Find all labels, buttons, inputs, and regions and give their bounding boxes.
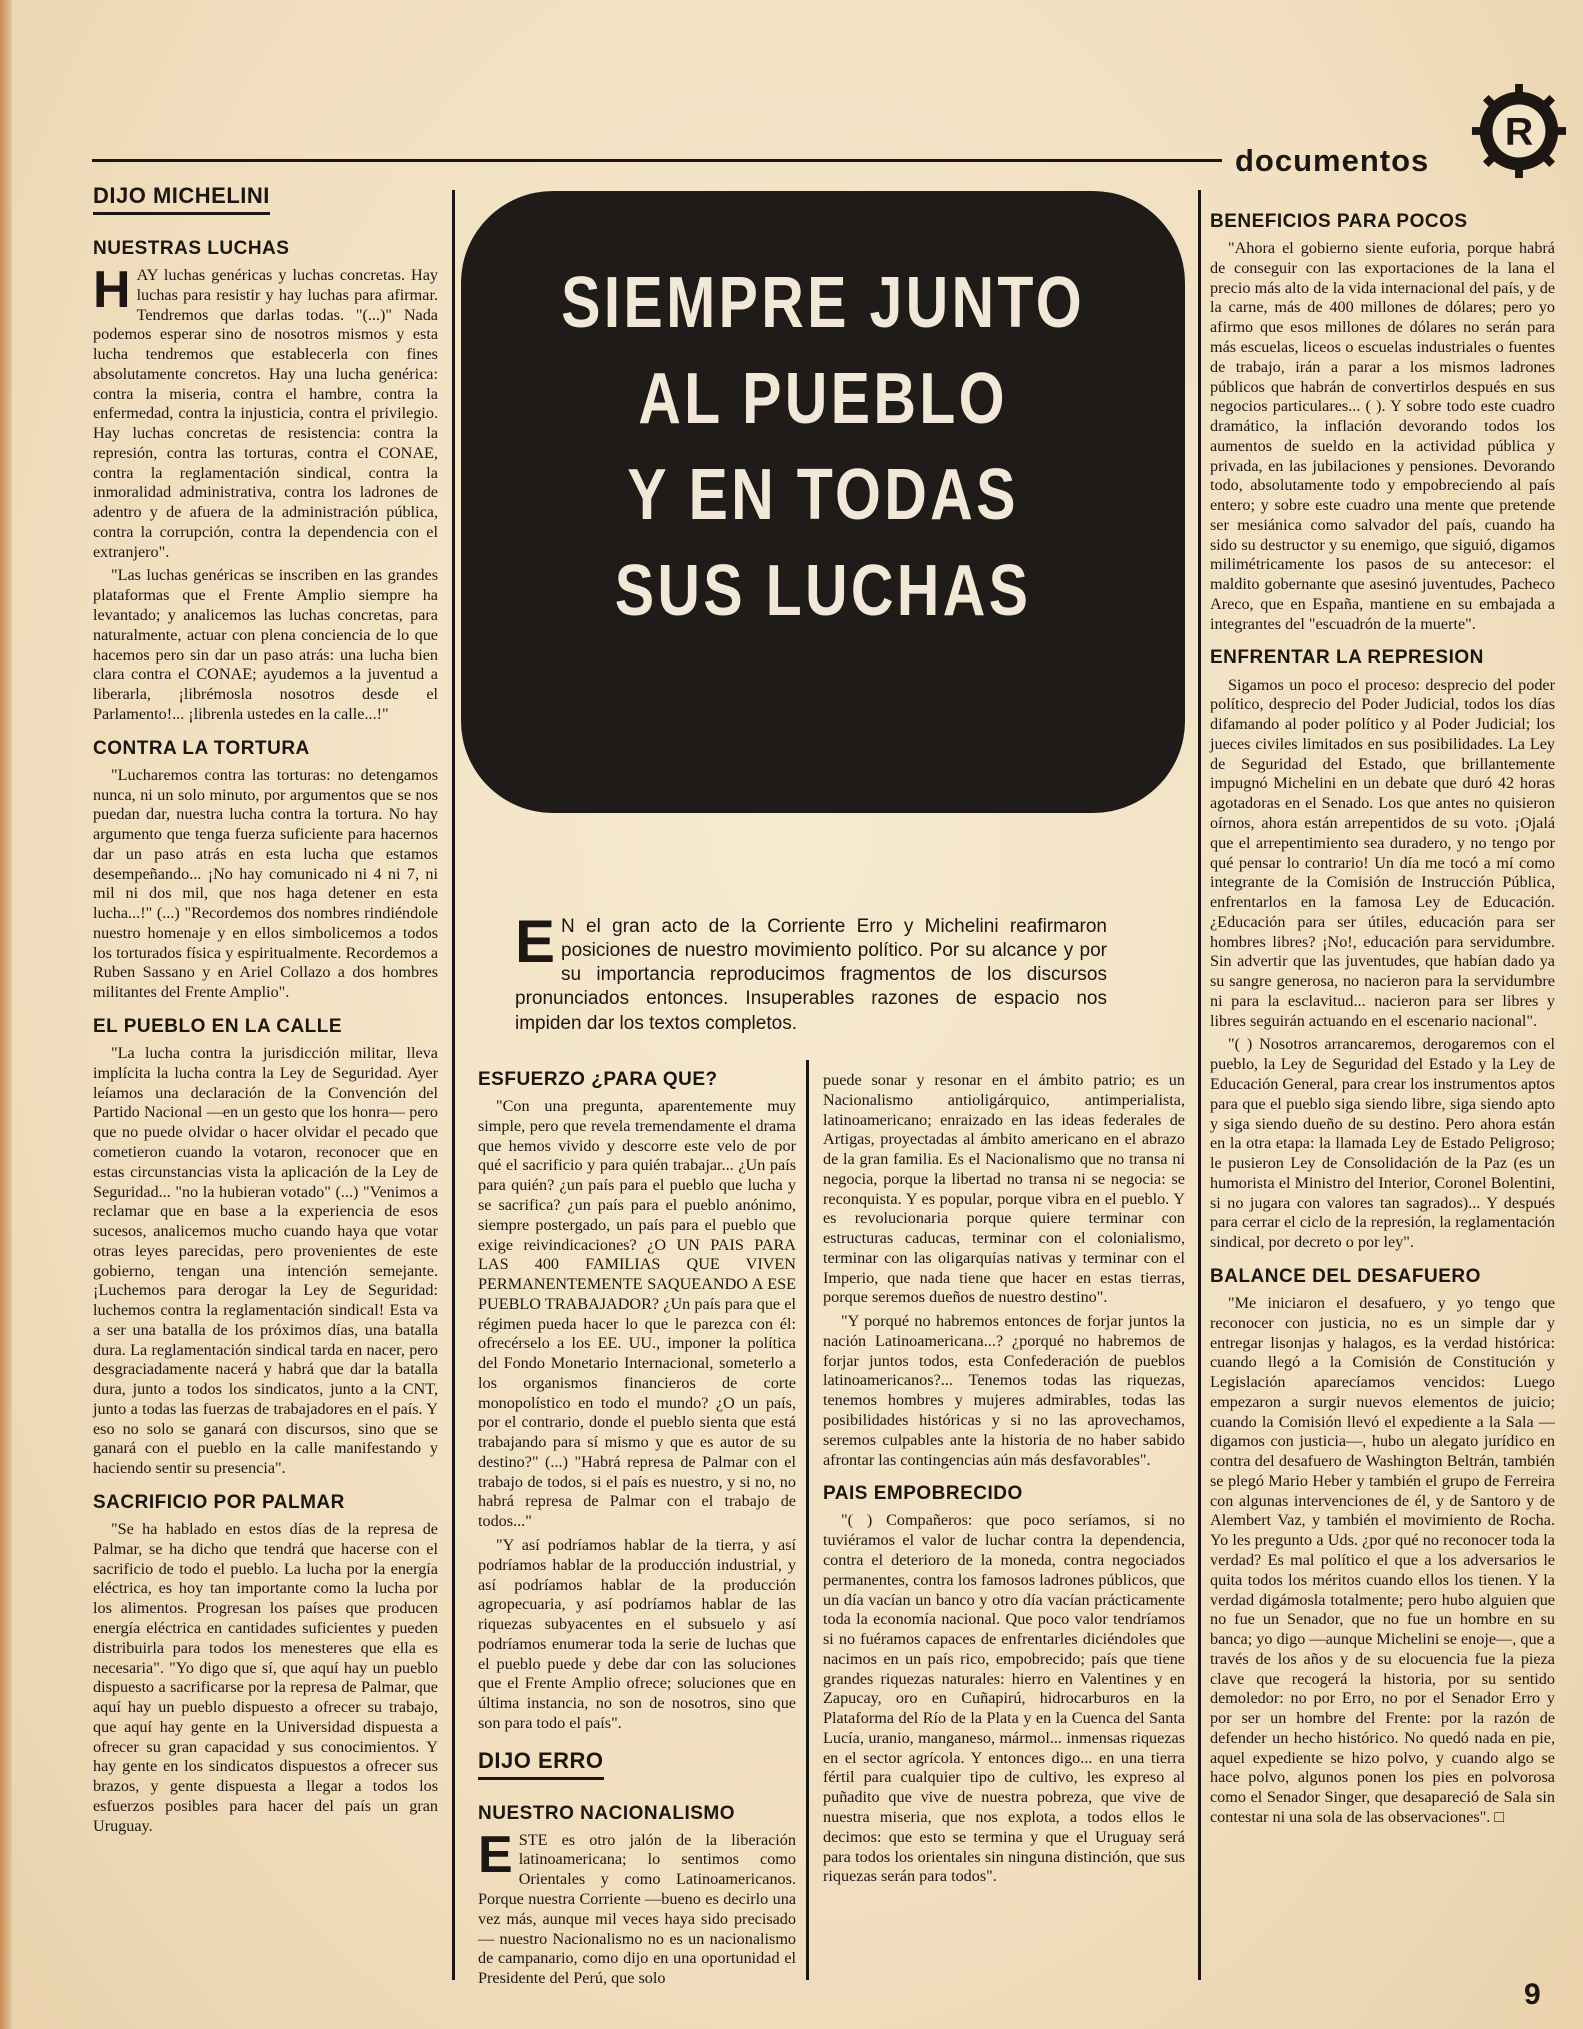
paragraph: "( ) Compañeros: que poco seríamos, si no tuviéramos el valor de luchar contra la dependencia, contra el deterioro de la moneda, contra negociados permanentes, contra los famosos ladrones públicos, que un día vacían un banco y otro día vacían prácticamente toda la economía nacional. Que poco valor tendríamos si no fuéramos capaces de enfrentarles diciéndoles que nacimos en un país rico, empobrecido; país que tiene grandes riquezas naturales: hierro en Valentines y en Zapucay, oro en Cuñapirú, hidrocarburos en la Plataforma del Río de la Plata y en la Cuenca del Santa Lucía, uranio, manganeso, mármol... inmensas riquezas en el sector agrícola. Y entonces digo... en una tierra fértil para cualquier tipo de cultivo, les expreso al puñadito que vive de nuestra pobreza, que vive de nuestra miseria, que nos explota, a todos ellos le decimos: que esto se termina y que el Uruguay será para todos los orientales sin ninguna distinción, que sus riquezas serán para todos".	[823, 1511, 1185, 1886]
paragraph: "Me iniciaron el desafuero, y yo tengo que reconocer con justicia, no es un simple dar y entregar lisonjas y halagos, es la verdad histórica: cuando llegó a la Comisión de Constitución y Legislación aparecíamos vencidos: Luego empezaron a surgir nuevos elementos de juicio; cuando la Comisión llevó el expediente a la Sala —digamos con justicia—, hubo un alegato jurídico en contra del desafuero de Washington Beltrán, también se plegó Mario Heber y también el grupo de Ferreira con algunas intervenciones de él, y de Santoro y de Alembert Vaz, y también el movimiento de Rocha. Yo les pregunto a Uds. ¿por qué no reconocer toda la verdad? Es mal político el que a los adversarios le quita todos los méritos cuando ellos los tienen. Y la verdad digámosla totalmente; pero hubo alguien que no fue un Senador, que no fue un hombre en su banca; yo digo —aunque Michelini se enoje—, que a través de los años y de su elocuencia fue la pieza clave que recogerá la historia, por su sentido demoledor: no por Erro, no por el Senador Erro y por ser un hombre del Frente: por la razón de defender un hecho histórico. No quedó nada en pie, aquel expediente se hizo polvo, y cuando algo se hace polvo, algunos ponen los pies en polvorosa como el Senador Singer, que desapareció de Sala sin contestar ni una sola de las observaciones". □	[1210, 1294, 1555, 1826]
logo-letter: R	[1504, 110, 1534, 154]
page-number: 9	[1524, 1978, 1541, 2011]
headline-line-2: AL PUEBLO	[638, 359, 1008, 439]
paragraph-text: AY luchas genéricas y luchas concretas. Hay luchas para resistir y hay luchas para afirmar. Tendremos que darlas todas. "(...)" Nada podemos esperar sino de nosotros mismos y esta lucha tendremos que establecerla con fines absolutamente concretos. Hay una lucha genérica: contra la miseria, contra el hambre, contra la enfermedad, contra la injusticia, contra el privilegio. Hay luchas concretas de resistencia: contra la represión, contra las torturas, contra el CONAE, contra la reglamentación sindical, contra la inmoralidad administrativa, contra los ladrones de adentro y de afuera de la administración pública, contra la corrupción, contra la dependencia con el extranjero".	[93, 266, 438, 561]
section-title-dijo-erro: DIJO ERRO	[478, 1748, 604, 1780]
section-label: documentos	[1235, 143, 1430, 178]
intro-paragraph	[515, 908, 1107, 1036]
column-rule-3	[1198, 190, 1201, 1980]
paragraph: "Con una pregunta, aparentemente muy simple, pero que revela tremendamente el drama que hemos vivido y descorre este velo de por qué el sacrificio y para quién trabajar... ¿Un país para quién? ¿un país para el pueblo que lucha y se sacrifica? ¿un país para el pueblo anónimo, siempre postergado, un país para el pueblo que exige reivindicaciones? ¿O UN PAIS PARA LAS 400 FAMILIAS QUE VIVEN PERMANENTEMENTE SAQUEANDO A ESE PUEBLO TRABAJADOR? ¿Un país para que el régimen pueda hacer lo que le parezca con él: ofrecérselo a los EE. UU., imponer la política del Fondo Monetario Internacional, someterlo a los organismos financieros de corte monopolístico en todo el mundo? ¿O un país, por el contrario, donde el pueblo sienta que está trabajando para sí mismo y que es autor de su destino?" (...) "Habrá represa de Palmar con el trabajo de todos, si el país es nuestro, y si no, no habrá represa de Palmar con el trabajo de todos..."	[478, 1097, 796, 1531]
intro-dropcap: E	[515, 908, 556, 975]
paragraph: "Lucharemos contra las torturas: no detengamos nunca, ni un solo minuto, por argumentos que se nos puedan dar, nuestra lucha contra la tortura. No hay argumento que tenga fuerza suficiente para hacernos dar un paso atrás en esta lucha que estamos desempeñando... ¡No hay comunicado ni 4 ni 7, ni mil ni dos mil, que nos haga detener en esta lucha...!" (...) "Recordemos dos nombres rindiéndole nuestro homenaje y en ellos simbolicemos a todos los torturados física y espiritualmente. Recordemos a Ruben Sassano y en Ariel Collazo a dos hombres militantes del Frente Amplio".	[93, 765, 438, 1002]
paragraph: "Ahora el gobierno siente euforia, porque habrá de conseguir con las exportaciones de la lana el precio más alto de la vida internacional del país, y de la carne, más de 400 millones de dólares; pero yo afirmo que esos millones de dólares no serán para más escuelas, liceos o escuelas industriales o fuentes de trabajo, irán a parar a los mismos ladrones públicos que habrán de convertirlos después en sus negocios particulares... ( ). Y sobre todo este cuadro dramático, la inflación devorando todos los aumentos de sueldo en la actividad pública y privada, en las jubilaciones y pensiones. Devorando todo, absolutamente todo y empobreciendo al país entero; y sobre este cuadro una mente que pretende ser mesiánica como salvador del país, cuando ha sido su destructor y su enemigo, que siguió, digamos milimétricamente los pasos de su antecesor: el maldito gobernante que asesinó juventudes, Pacheco Areco, que en España, mantiene en su embajada a integrantes del "escuadrón de la muerte".	[1210, 239, 1555, 633]
column-rule-2	[806, 1060, 809, 1980]
subtitle-balance-del-desafuero: BALANCE DEL DESAFUERO	[1210, 1265, 1481, 1287]
dropcap: E	[478, 1825, 513, 1884]
paragraph	[93, 261, 438, 562]
headline-line-3: Y EN TODAS	[627, 455, 1019, 535]
paragraph: puede sonar y resonar en el ámbito patrio; es un Nacionalismo antioligárquico, antimperialista, latinoamericano; enraizado en las ideas federales de Artigas, proyectadas al ámbito americano en el abrazo de la gran familia. Es el Nacionalismo que no transa ni negocia, porque la libertad no transa ni se negocia: se reconquista. Y es popular, porque vibra en el pueblo. Y es revolucionaria porque quiere terminar con estructuras caducas, terminar con el colonialismo, terminar con las oligarquías nativas y terminar con el Imperio, que nada tiene que hacer en estas tierras, porque seremos dueños de nuestro destino".	[823, 1071, 1185, 1307]
column-3	[823, 1071, 1185, 1891]
intro-text: N el gran acto de la Corriente Erro y Michelini reafirmaron posiciones de nuestro movimiento político. Por su alcance y por su importancia reproducimos fragmentos de los discursos pronunciados entonces. Insuperables razones de espacio nos impiden dar los textos completos.	[515, 916, 1107, 1034]
subtitle-sacrificio-por-palmar: SACRIFICIO POR PALMAR	[93, 1491, 345, 1513]
subtitle-beneficios-para-pocos: BENEFICIOS PARA POCOS	[1210, 211, 1468, 232]
headline-line-4: SUS LUCHAS	[614, 551, 1032, 631]
column-rule-1	[452, 190, 455, 1980]
subtitle-esfuerzo-para-que: ESFUERZO ¿PARA QUE?	[478, 1069, 718, 1090]
headline	[526, 255, 1120, 639]
subtitle-nuestro-nacionalismo: NUESTRO NACIONALISMO	[478, 1802, 735, 1824]
subtitle-contra-la-tortura: CONTRA LA TORTURA	[93, 737, 310, 759]
paragraph: "( ) Nosotros arrancaremos, derogaremos con el pueblo, la Ley de Seguridad del Estado y la Ley de Educación General, para crear los instrumentos aptos para que el pueblo siga siendo libre, siga siendo apto y siga siendo dueño de su destino. Pero ahora están en la otra etapa: la llamada Ley de Estado Peligroso; le pusieron Ley de Consolidación de la Paz (es un humorista el Ministro del Interior, Coronel Bolentini, si no jugara con valores tan sagrados)... Y después para cerrar el ciclo de la represión, la reglamentación sindical, por decreto o por ley".	[1210, 1035, 1555, 1252]
paragraph	[478, 1825, 796, 1989]
paragraph: "Y así podríamos hablar de la tierra, y así podríamos hablar de la producción industrial, y así podríamos hablar de la producción agropecuaria, y así podríamos hablar de las riquezas subyacentes en el subsuelo y así podríamos enumerar toda la serie de luchas que el pueblo puede y debe dar con las soluciones que el Frente Amplio ofrece; soluciones que en última instancia, no son de nosotros, sino que son para todo el país".	[478, 1536, 796, 1732]
page-edge	[0, 0, 12, 2029]
subtitle-pais-empobrecido: PAIS EMPOBRECIDO	[823, 1483, 1023, 1505]
paragraph: "Y porqué no habremos entonces de forjar juntos la nación Latinoamericana...? ¿porqué no habremos de forjar juntos todos, esta Confederación de pueblos latinoamericanos?... Tenemos todas las riquezas, tenemos hombres y mujeres admirables, todas las posibilidades históricas y si no las aprovechamos, seremos culpables ante la historia de no haber sabido afrontar las contingencias aún más desfavorables".	[823, 1312, 1185, 1469]
subtitle-nuestras-luchas: NUESTRAS LUCHAS	[93, 237, 290, 259]
subtitle-enfrentar-la-represion: ENFRENTAR LA REPRESION	[1210, 647, 1484, 669]
subtitle-el-pueblo-en-la-calle: EL PUEBLO EN LA CALLE	[93, 1015, 343, 1037]
section-title-dijo-michelini: DIJO MICHELINI	[93, 183, 270, 215]
column-2	[478, 1058, 796, 1993]
column-1	[93, 183, 438, 1840]
headline-line-1: SIEMPRE JUNTO	[561, 263, 1085, 343]
paragraph: "Se ha hablado en estos días de la represa de Palmar, se ha dicho que tendrá que hacerse con el sacrificio de todo el pueblo. La lucha por la energía eléctrica, es hoy tan importante como la lucha por los alimentos. Progresan los países que producen energía eléctrica en cantidades suficientes y pueden distribuirla para todos los menesteres que ella es necesaria". "Yo digo que sí, que aquí hay un pueblo dispuesto a sacrificarse por la represa de Palmar, que aquí hay un pueblo dispuesto a ofrecer su trabajo, que aquí hay gente en la Universidad dispuesta a ofrecer su gran capacidad y sus conocimientos. Y hay gente en los sindicatos dispuestos a ofrecer sus brazos, y gente dispuesta a llegar a todos los esfuerzos posibles para hacer del país un gran Uruguay.	[93, 1520, 438, 1835]
paragraph: Sigamos un poco el proceso: desprecio del poder político, desprecio del Poder Judicial, todos los días difamando al poder político y al Poder Judicial; los jueces civiles limitados en sus posibilidades. La Ley de Seguridad del Estado, que brillantemente impugnó Michelini en un debate que duró 42 horas agotadoras en el Senado. Los que antes no quisieron oírnos, ahora están arrepentidos de su voto. ¡Ojalá que el arrepentimiento sea duradero, y no tengo por qué pensar lo contrario! Un día me tocó a mí como integrante de la Comisión de Instrucción Pública, enfrentarlos en la famosa Ley de Educación. ¿Educación para ser útiles, educación para ser hombres libres? ¡No!, educación para servidumbre. Sin advertir que las juventudes, que habían dado ya su sangre generosa, no nacieron para la servidumbre ni para la esclavitud... nacieron para ser libres y libres seguirán actuando en el escenario nacional".	[1210, 675, 1555, 1030]
paragraph: "Las luchas genéricas se inscriben en las grandes plataformas que el Frente Amplio siempre ha levantado; y analicemos las luchas concretas, para naturalmente, actuar con plena conciencia de lo que hacemos pero sin dar un paso atrás: una lucha bien clara contra el CONAE; ayudemos a la juventud a liberarla, ¡librémosla nosotros desde el Parlamento!... ¡librenla ustedes en la calle...!"	[93, 566, 438, 723]
paragraph-text: STE es otro jalón de la liberación latinoamericana; lo sentimos como Orientales y como Latinoamericanos. Porque nuestra Corriente —bueno es decirlo una vez más, aunque mil veces haya sido precisado— nuestro Nacionalismo no es un nacionalismo de campanario, como dijo en una oportunidad el Presidente del Perú, que solo	[478, 1830, 796, 1988]
paragraph: "La lucha contra la jurisdicción militar, lleva implícita la lucha contra la Ley de Seguridad. Ayer leíamos una declaración de la Convención del Partido Nacional —en un gesto que los honra— pero que no puede olvidar o hacer olvidar el pecado que cometieron cuando la votaron, reconocer que en estas circunstancias vista la aplicación de la Ley de Seguridad... "no la hubieran votado" (...) "Venimos a reclamar que en base a la experiencia de esos sucesos, analicemos mucho cuando haya que votar otras leyes parecidas, pero provenientes de este gobierno, tengan una intención semejante. ¡Luchemos para derogar la Ley de Seguridad: luchemos contra la reglamentación sindical! Esta va a ser una batalla de los próximos días, una batalla dura. La reglamentación sindical tarda en nacer, pero desgraciadamente nacerá y habrá que dar la batalla dura, junto a todos los sindicatos, junto a la CNT, junto a todas las fuerzas de trabajadores en el país. Y eso no solo se ganará con discursos, sino que se ganará con el pueblo en la calle manifestando y haciendo sentir su presencia".	[93, 1044, 438, 1478]
column-4	[1210, 208, 1555, 1832]
magazine-logo-icon	[1470, 82, 1568, 180]
dropcap: H	[93, 261, 131, 319]
header-rule	[92, 159, 1222, 162]
